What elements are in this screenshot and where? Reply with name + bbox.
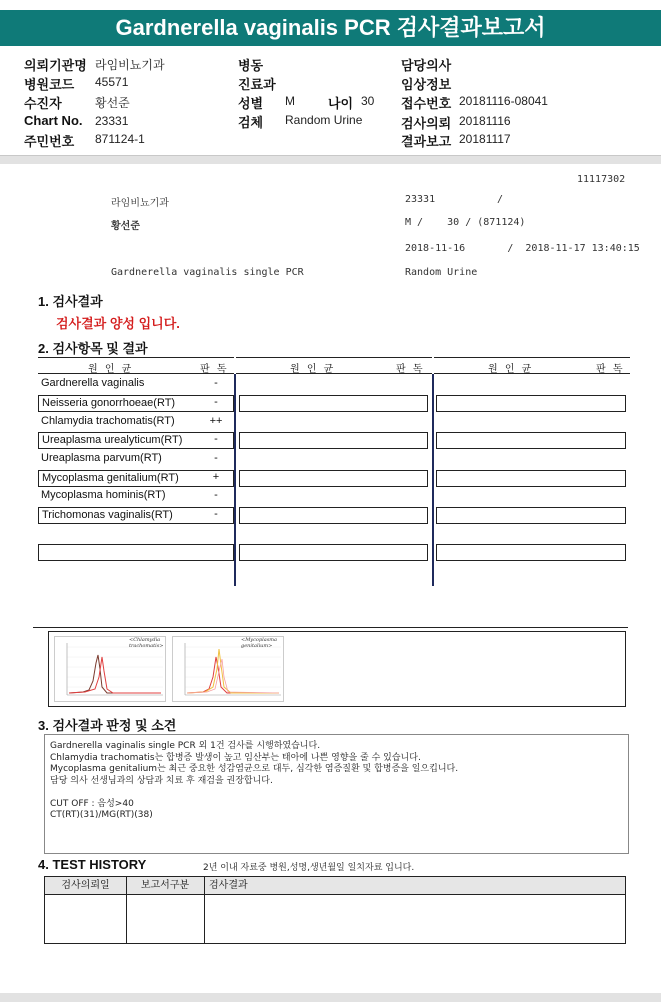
organism-name: Chlamydia trachomatis(RT) xyxy=(41,415,175,427)
header-organism: 원 인 균 xyxy=(88,364,134,375)
request-value: 20181116 xyxy=(459,114,511,128)
meta-test-name: Gardnerella vaginalis single PCR xyxy=(111,267,304,278)
table-row xyxy=(38,451,234,468)
chart-area-divider xyxy=(33,627,628,628)
organism-name: Mycoplasma hominis(RT) xyxy=(41,489,166,501)
section2-title: 2. 검사항목 및 결과 xyxy=(38,341,148,356)
history-header-type: 보고서구분 xyxy=(126,877,204,895)
receipt-value: 20181116-08041 xyxy=(459,94,548,108)
section1-title: 1. 검사결과 xyxy=(38,294,103,309)
chart-label: Chart No. xyxy=(24,113,83,128)
empty-row xyxy=(436,544,626,561)
meta-dates: 2018-11-16 / 2018-11-17 13:40:15 xyxy=(405,243,640,254)
meta-chart-no: 23331 xyxy=(405,194,436,205)
header-result: 판 독 xyxy=(596,364,625,375)
info-separator xyxy=(0,155,661,164)
section4-title: 4. TEST HISTORY xyxy=(38,857,147,872)
result-mark: - xyxy=(214,452,218,464)
doctor-label: 담당의사 xyxy=(401,58,452,73)
empty-row xyxy=(239,395,428,412)
meta-sex-age: M / 30 / (871124) xyxy=(405,217,526,228)
chart-area xyxy=(48,631,626,707)
opinion-line: 담당 의사 선생님과의 상담과 치료 후 재검을 권장합니다. xyxy=(50,775,273,786)
result-mark: ++ xyxy=(209,415,223,427)
sex-value: M xyxy=(285,94,295,108)
document-number: 11117302 xyxy=(577,174,626,185)
specimen-label: 검체 xyxy=(238,115,264,130)
result-mark: - xyxy=(214,433,218,445)
opinion-line: Gardnerella vaginalis single PCR 외 1건 검사를 시행하였습니다. xyxy=(50,741,321,751)
table-row xyxy=(38,395,234,412)
table-row xyxy=(38,376,234,393)
opinion-line: Mycoplasma genitalium는 최근 중요한 성감염균으로 대두, 심각한 염증질환 및 합병증을 일으킵니다. xyxy=(50,764,459,774)
chart2-label: <Mycoplasma genitalium> xyxy=(241,637,278,649)
positive-result: 검사결과 양성 입니다. xyxy=(56,316,180,331)
history-divider xyxy=(204,877,205,943)
organism-name: Gardnerella vaginalis xyxy=(41,377,145,389)
institution-value: 라임비뇨기과 xyxy=(95,58,165,72)
age-label: 나이 xyxy=(328,96,354,111)
organism-name: Mycoplasma genitalium(RT) xyxy=(42,472,179,484)
meta-slash: / xyxy=(497,194,504,205)
table-row xyxy=(38,432,234,449)
organism-name: Trichomonas vaginalis(RT) xyxy=(42,509,173,521)
empty-row xyxy=(239,432,428,449)
section3-title: 3. 검사결과 판정 및 소견 xyxy=(38,718,177,733)
resident-label: 주민번호 xyxy=(24,134,75,149)
bottom-separator xyxy=(0,993,661,1002)
header-organism: 원 인 균 xyxy=(488,364,534,375)
institution-label: 의뢰기관명 xyxy=(24,58,87,73)
result-mark: - xyxy=(214,508,218,520)
opinion-line: CUT OFF : 음성>40 xyxy=(50,798,134,809)
result-mark: + xyxy=(212,471,220,483)
report-label: 결과보고 xyxy=(401,134,452,149)
chart1-label: <Chlamydia trachomatis> xyxy=(129,637,164,649)
hospital-code-value: 45571 xyxy=(95,75,129,89)
meta-specimen: Random Urine xyxy=(405,267,478,278)
specimen-value: Random Urine xyxy=(285,113,363,127)
meta-institution: 라임비뇨기과 xyxy=(111,198,169,209)
result-mark: - xyxy=(214,396,218,408)
history-header-result: 검사결과 xyxy=(204,877,625,895)
ward-label: 병동 xyxy=(238,58,264,73)
header-result: 판 독 xyxy=(396,364,425,375)
hospital-code-label: 병원코드 xyxy=(24,77,75,92)
organism-name: Ureaplasma urealyticum(RT) xyxy=(42,434,183,446)
receipt-label: 접수번호 xyxy=(401,96,452,111)
opinion-line: Chlamydia trachomatis는 합병증 발생이 높고 임산부는 태아에 나쁜 영향을 줄 수 있습니다. xyxy=(50,752,421,763)
organism-name: Ureaplasma parvum(RT) xyxy=(41,452,162,464)
meta-patient: 황선준 xyxy=(111,221,140,232)
empty-row xyxy=(436,507,626,524)
empty-row xyxy=(239,544,428,561)
report-value: 20181117 xyxy=(459,132,511,146)
header-result: 판 독 xyxy=(200,364,229,375)
organism-name: Neisseria gonorrhoeae(RT) xyxy=(42,397,176,409)
opinion-box xyxy=(44,734,629,854)
report-title: Gardnerella vaginalis PCR 검사결과보고서 xyxy=(0,10,661,46)
table-row xyxy=(38,488,234,505)
column-divider xyxy=(432,374,434,586)
history-divider xyxy=(126,877,127,943)
table-header-col1 xyxy=(38,357,234,374)
department-label: 진료과 xyxy=(238,77,276,92)
empty-row xyxy=(436,470,626,487)
patient-label: 수진자 xyxy=(24,96,62,111)
header-organism: 원 인 균 xyxy=(290,364,336,375)
table-row xyxy=(38,470,234,487)
empty-row xyxy=(38,544,234,561)
resident-value: 871124-1 xyxy=(95,132,145,146)
request-label: 검사의뢰 xyxy=(401,116,452,131)
opinion-line: CT(RT)(31)/MG(RT)(38) xyxy=(50,810,153,820)
table-row xyxy=(38,507,234,524)
result-mark: - xyxy=(214,377,218,389)
history-note: 2년 이내 자료중 병원,성명,생년월일 일치자료 입니다. xyxy=(203,863,415,873)
empty-row xyxy=(436,432,626,449)
table-header-col3 xyxy=(434,357,630,374)
column-divider xyxy=(234,374,236,586)
result-mark: - xyxy=(214,489,218,501)
chart-value: 23331 xyxy=(95,114,129,128)
empty-row xyxy=(239,470,428,487)
sex-label: 성별 xyxy=(238,96,264,111)
table-row xyxy=(38,414,234,431)
empty-row xyxy=(239,507,428,524)
patient-value: 황선준 xyxy=(95,96,130,110)
clinical-label: 임상정보 xyxy=(401,77,452,92)
history-header-date: 검사의뢰일 xyxy=(45,877,126,895)
history-table xyxy=(44,876,626,944)
age-value: 30 xyxy=(361,94,375,108)
empty-row xyxy=(436,395,626,412)
table-header-col2 xyxy=(236,357,432,374)
